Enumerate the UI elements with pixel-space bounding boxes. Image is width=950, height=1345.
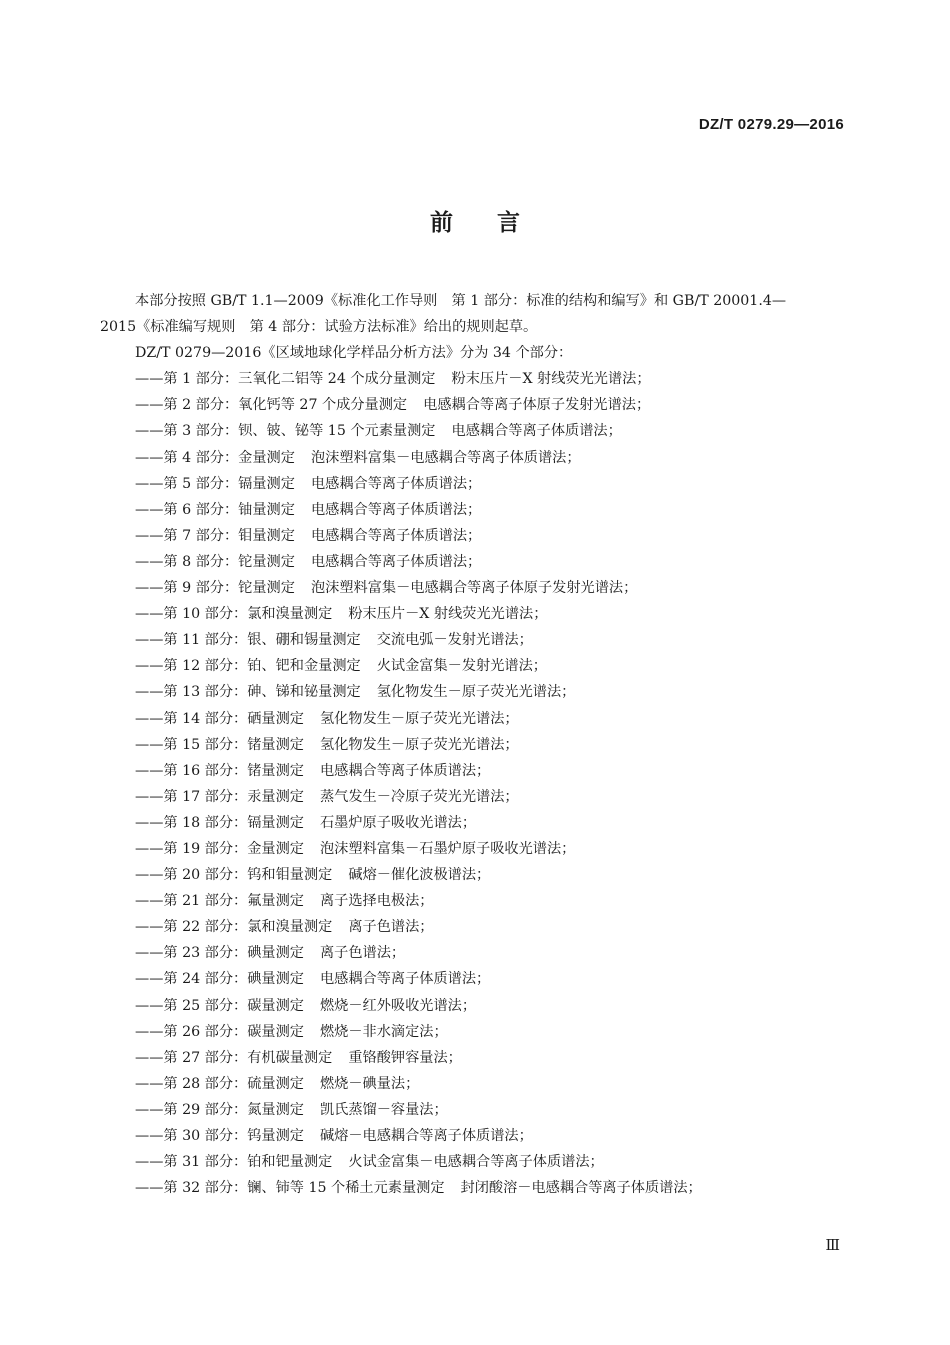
part-label: ——第 25 部分： bbox=[135, 997, 248, 1014]
part-method: 交流电弧－发射光谱法； bbox=[376, 632, 533, 649]
list-item bbox=[100, 1045, 860, 1071]
list-item bbox=[100, 1019, 860, 1045]
part-subject: 镉量测定 bbox=[247, 814, 304, 831]
part-subject: 砷、锑和铋量测定 bbox=[247, 684, 361, 701]
part-label: ——第 26 部分： bbox=[135, 1023, 248, 1040]
part-subject: 碘量测定 bbox=[247, 971, 304, 988]
part-subject: 氮量测定 bbox=[247, 1101, 304, 1118]
part-label: ——第 16 部分： bbox=[135, 762, 248, 779]
list-item bbox=[100, 1123, 860, 1149]
part-subject: 钨和钼量测定 bbox=[247, 867, 333, 884]
part-label: ——第 23 部分： bbox=[135, 945, 248, 962]
part-method: 燃烧－碘量法； bbox=[319, 1075, 420, 1092]
list-item bbox=[100, 1149, 860, 1175]
part-label: ——第 28 部分： bbox=[135, 1075, 248, 1092]
page-title: 前言 bbox=[430, 210, 564, 236]
part-method: 离子色谱法； bbox=[348, 919, 434, 936]
part-method: 燃烧－非水滴定法； bbox=[319, 1023, 448, 1040]
part-subject: 镉量测定 bbox=[238, 475, 295, 492]
standard-code: DZ/T 0279.29—2016 bbox=[698, 116, 844, 133]
list-item bbox=[100, 888, 860, 914]
part-method: 电感耦合等离子体质谱法； bbox=[319, 971, 491, 988]
part-label: ——第 21 部分： bbox=[135, 893, 248, 910]
part-subject: 锗量测定 bbox=[247, 762, 304, 779]
page-number: Ⅲ bbox=[825, 1236, 840, 1254]
list-item bbox=[100, 497, 860, 523]
list-item bbox=[100, 653, 860, 679]
part-subject: 硫量测定 bbox=[247, 1075, 304, 1092]
part-subject: 氟量测定 bbox=[247, 893, 304, 910]
part-subject: 金量测定 bbox=[238, 449, 295, 466]
part-label: ——第 32 部分： bbox=[135, 1180, 248, 1197]
part-label: ——第 11 部分： bbox=[135, 632, 248, 649]
part-subject: 有机碳量测定 bbox=[247, 1049, 333, 1066]
part-method: 电感耦合等离子体质谱法； bbox=[310, 475, 482, 492]
part-subject: 铂和钯量测定 bbox=[247, 1154, 333, 1171]
part-subject: 钨量测定 bbox=[247, 1128, 304, 1144]
part-subject: 碳量测定 bbox=[247, 1023, 304, 1040]
part-method: 电感耦合等离子体质谱法； bbox=[319, 762, 491, 779]
part-subject: 汞量测定 bbox=[247, 788, 304, 805]
part-method: 泡沫塑料富集－电感耦合等离子体质谱法； bbox=[310, 449, 581, 466]
part-label: ——第 17 部分： bbox=[135, 788, 248, 805]
part-subject: 钡、铍、铋等 15 个元素量测定 bbox=[238, 423, 436, 440]
list-item bbox=[100, 1097, 860, 1123]
part-method: 碱熔－催化波极谱法； bbox=[348, 867, 491, 884]
part-method: 燃烧－红外吸收光谱法； bbox=[319, 997, 477, 1014]
part-method: 泡沫塑料富集－电感耦合等离子体原子发射光谱法； bbox=[310, 580, 638, 597]
part-subject: 氯和溴量测定 bbox=[247, 919, 333, 936]
parts-list bbox=[100, 366, 860, 1201]
part-subject: 金量测定 bbox=[247, 840, 304, 857]
part-label: ——第 12 部分： bbox=[135, 658, 248, 675]
part-subject: 镧、铈等 15 个稀土元素量测定 bbox=[247, 1180, 445, 1197]
part-label: ——第 6 部分： bbox=[135, 501, 239, 518]
part-subject: 碘量测定 bbox=[247, 945, 304, 962]
list-item bbox=[100, 523, 860, 549]
part-method: 火试金富集－电感耦合等离子体质谱法； bbox=[348, 1154, 604, 1171]
list-item bbox=[100, 366, 860, 392]
part-method: 氢化物发生－原子荧光光谱法； bbox=[319, 710, 519, 727]
part-subject: 铂、钯和金量测定 bbox=[247, 658, 361, 675]
intro-paragraph-2: DZ/T 0279—2016《区域地球化学样品分析方法》分为 34 个部分： bbox=[135, 345, 573, 362]
part-label: ——第 27 部分： bbox=[135, 1049, 248, 1066]
list-item bbox=[100, 445, 860, 471]
list-item bbox=[100, 784, 860, 810]
list-item bbox=[100, 601, 860, 627]
list-item bbox=[100, 627, 860, 653]
part-label: ——第 19 部分： bbox=[135, 840, 248, 857]
list-item bbox=[100, 862, 860, 888]
part-method: 封闭酸溶－电感耦合等离子体质谱法； bbox=[460, 1180, 702, 1197]
list-item bbox=[100, 418, 860, 444]
part-label: ——第 29 部分： bbox=[135, 1101, 248, 1118]
part-subject: 碳量测定 bbox=[247, 997, 304, 1014]
part-label: ——第 18 部分： bbox=[135, 814, 248, 831]
part-method: 火试金富集－发射光谱法； bbox=[376, 658, 547, 675]
list-item bbox=[100, 810, 860, 836]
list-item bbox=[100, 471, 860, 497]
part-subject: 钼量测定 bbox=[238, 527, 295, 544]
part-method: 蒸气发生－冷原子荧光光谱法； bbox=[319, 788, 519, 805]
list-item bbox=[100, 549, 860, 575]
intro-paragraph-1-line-2: 2015《标准编写规则 第 4 部分：试验方法标准》给出的规则起草。 bbox=[100, 319, 538, 336]
list-item bbox=[100, 758, 860, 784]
list-item bbox=[100, 732, 860, 758]
list-item bbox=[100, 993, 860, 1019]
part-method: 重铬酸钾容量法； bbox=[348, 1049, 462, 1066]
part-subject: 氯和溴量测定 bbox=[247, 606, 333, 623]
part-label: ——第 3 部分： bbox=[135, 423, 239, 440]
list-item bbox=[100, 836, 860, 862]
part-method: 粉末压片－X 射线荧光光谱法； bbox=[451, 371, 651, 388]
part-method: 电感耦合等离子体质谱法； bbox=[310, 501, 482, 518]
part-method: 氢化物发生－原子荧光光谱法； bbox=[319, 736, 519, 753]
list-item bbox=[100, 1175, 860, 1201]
part-method: 凯氏蒸馏－容量法； bbox=[319, 1101, 448, 1118]
part-subject: 铊量测定 bbox=[238, 580, 295, 597]
part-method: 离子色谱法； bbox=[319, 945, 406, 962]
part-label: ——第 8 部分： bbox=[135, 553, 239, 570]
list-item bbox=[100, 575, 860, 601]
list-item bbox=[100, 966, 860, 992]
part-subject: 硒量测定 bbox=[247, 710, 304, 727]
part-label: ——第 13 部分： bbox=[135, 684, 248, 701]
part-label: ——第 15 部分： bbox=[135, 736, 248, 753]
part-subject: 锗量测定 bbox=[247, 736, 304, 753]
part-method: 粉末压片－X 射线荧光光谱法； bbox=[348, 606, 548, 623]
part-method: 碱熔－电感耦合等离子体质谱法； bbox=[319, 1128, 533, 1144]
part-label: ——第 14 部分： bbox=[135, 710, 248, 727]
part-method: 泡沫塑料富集－石墨炉原子吸收光谱法； bbox=[319, 840, 576, 857]
part-method: 电感耦合等离子体质谱法； bbox=[310, 527, 482, 544]
part-method: 氢化物发生－原子荧光光谱法； bbox=[376, 684, 576, 701]
list-item bbox=[100, 706, 860, 732]
part-label: ——第 5 部分： bbox=[135, 475, 239, 492]
list-item bbox=[100, 392, 860, 418]
intro-paragraph-1-line-1: 本部分按照 GB/T 1.1—2009《标准化工作导则 第 1 部分：标准的结构和编写》和 GB/T 20001.4— bbox=[135, 293, 787, 309]
part-label: ——第 2 部分： bbox=[135, 397, 239, 414]
list-item bbox=[100, 940, 860, 966]
part-label: ——第 24 部分： bbox=[135, 971, 248, 988]
part-label: ——第 20 部分： bbox=[135, 867, 248, 884]
list-item bbox=[100, 1071, 860, 1097]
part-method: 电感耦合等离子体质谱法； bbox=[310, 553, 482, 570]
part-subject: 铀量测定 bbox=[238, 501, 295, 518]
part-label: ——第 10 部分： bbox=[135, 606, 248, 623]
part-subject: 氧化钙等 27 个成分量测定 bbox=[238, 397, 408, 414]
part-label: ——第 7 部分： bbox=[135, 527, 239, 544]
part-method: 电感耦合等离子体质谱法； bbox=[451, 423, 622, 440]
part-method: 离子选择电极法； bbox=[319, 893, 434, 910]
part-label: ——第 31 部分： bbox=[135, 1154, 248, 1171]
part-label: ——第 30 部分： bbox=[135, 1128, 248, 1144]
list-item bbox=[100, 679, 860, 705]
part-method: 电感耦合等离子体原子发射光谱法； bbox=[423, 397, 651, 414]
part-label: ——第 22 部分： bbox=[135, 919, 248, 936]
part-subject: 三氧化二铝等 24 个成分量测定 bbox=[238, 371, 436, 388]
part-method: 石墨炉原子吸收光谱法； bbox=[319, 814, 477, 831]
part-subject: 铊量测定 bbox=[238, 553, 295, 570]
part-label: ——第 1 部分： bbox=[135, 371, 239, 388]
list-item bbox=[100, 914, 860, 940]
part-label: ——第 9 部分： bbox=[135, 580, 239, 597]
document-body bbox=[100, 288, 860, 1201]
part-subject: 银、硼和锡量测定 bbox=[247, 632, 361, 649]
part-label: ——第 4 部分： bbox=[135, 449, 239, 466]
